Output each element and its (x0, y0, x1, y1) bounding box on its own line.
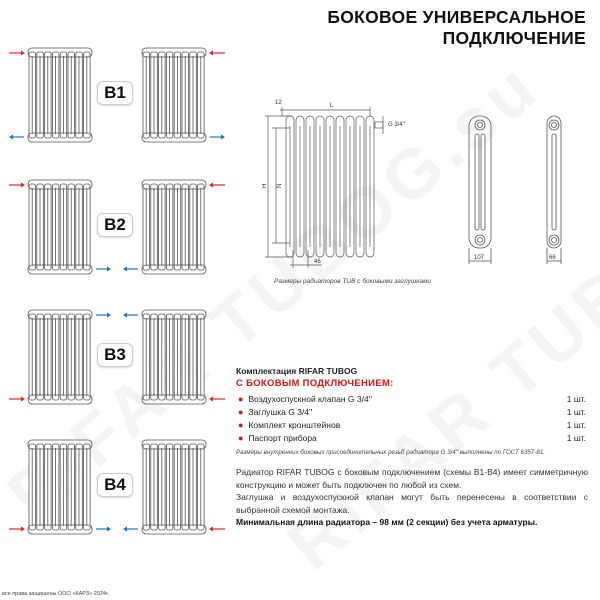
kit-note: Размеры внутренних боковых присоединительных резьб радиатора G 3/4'' выполнены по ГОСТ 6357-81. (236, 449, 545, 456)
flow-arrow-icon (210, 135, 225, 140)
kit-item-left (236, 420, 340, 430)
kit-item (236, 392, 586, 405)
radiator-icon (142, 440, 206, 534)
flow-arrow-icon (9, 135, 24, 140)
bullet-icon: ● (238, 432, 244, 443)
kit-item-qty: 1 шт. (566, 393, 586, 404)
side-view-66 (547, 116, 561, 264)
kit-item (236, 431, 586, 444)
kit-item-left (236, 394, 372, 404)
dim-depth-107: 107 (474, 255, 485, 261)
kit-item-name: Комплект кронштейнов (248, 419, 341, 430)
kit-item-left (236, 433, 317, 443)
dim-pitch: 46 (314, 259, 321, 265)
radiator-icon (142, 180, 206, 274)
kit-item (236, 418, 586, 431)
bullet-icon: ● (238, 419, 244, 430)
drawing-caption: Размеры радиаторов TUB с боковыми заглушками (274, 278, 432, 285)
bullet-icon: ● (238, 406, 244, 417)
flow-arrow-icon (209, 527, 225, 532)
kit-item-qty: 1 шт. (566, 432, 586, 443)
description-p2: Заглушка и воздухоспускной клапан могут быть перенесены в соответствии с выбранной схемой монтажа. (236, 492, 588, 515)
side-view-107 (469, 116, 491, 264)
kit-item-qty: 1 шт. (566, 419, 586, 430)
flow-arrow-icon (96, 267, 111, 272)
kit-subheading: С БОКОВЫМ ПОДКЛЮЧЕНИЕМ: (236, 378, 394, 389)
radiator-icon (28, 440, 92, 534)
kit-item-name: Воздухоспускной клапан G 3/4'' (248, 393, 372, 404)
scheme-label-b1: B1 (97, 81, 133, 105)
dim-height: H (262, 183, 268, 188)
radiator-icon (28, 48, 92, 142)
description (236, 466, 588, 529)
flow-arrow-icon (96, 527, 111, 532)
title-line-1: БОКОВОЕ УНИВЕРСАЛЬНОЕ (327, 7, 586, 27)
kit-section (236, 366, 586, 456)
copyright: все права защищены ООО «КАРЗ» 2024г. (2, 591, 109, 597)
flow-arrow-icon (96, 313, 111, 318)
bullet-icon: ● (238, 393, 244, 404)
flow-arrow-icon (9, 183, 25, 188)
flow-arrow-icon (123, 313, 138, 318)
kit-heading: Комплектация RIFAR TUBOG (236, 366, 358, 376)
flow-arrow-icon (9, 527, 25, 532)
flow-arrow-icon (209, 51, 225, 56)
kit-item-name: Заглушка G 3/4'' (248, 406, 313, 417)
kit-item-name: Паспорт прибора (248, 432, 317, 443)
scheme-label-b2: B2 (97, 213, 133, 237)
radiator-icon (28, 180, 92, 274)
dim-depth-66: 66 (549, 255, 556, 261)
dim-axis: N (277, 183, 283, 188)
description-p3: Минимальная длина радиатора – 98 мм (2 секции) без учета арматуры. (236, 517, 538, 527)
flow-arrow-icon (209, 397, 225, 402)
page-title (327, 7, 586, 49)
flow-arrow-icon (209, 183, 225, 188)
flow-arrow-icon (9, 397, 25, 402)
scheme-label-b4: B4 (97, 473, 133, 497)
flow-arrow-icon (123, 267, 138, 272)
kit-item-left (236, 407, 312, 417)
scheme-label-b3: B3 (97, 343, 133, 367)
dim-offset: 12 (275, 100, 282, 106)
kit-item (236, 405, 586, 418)
dim-thread: G 3/4'' (388, 122, 405, 128)
kit-item-qty: 1 шт. (566, 406, 586, 417)
flow-arrow-icon (123, 527, 138, 532)
radiator-icon (28, 310, 92, 404)
radiator-icon (142, 310, 206, 404)
dimension-drawing (262, 92, 597, 272)
title-line-2: ПОДКЛЮЧЕНИЕ (442, 28, 586, 48)
description-p1: Радиатор RIFAR TUBOG с боковым подключением (схемы В1-В4) имеет симметричную конструкцию и может быть подключен по любой из схем. (236, 467, 588, 490)
radiator-icon (142, 48, 206, 142)
flow-arrow-icon (9, 51, 25, 56)
dim-length: L (330, 103, 334, 109)
